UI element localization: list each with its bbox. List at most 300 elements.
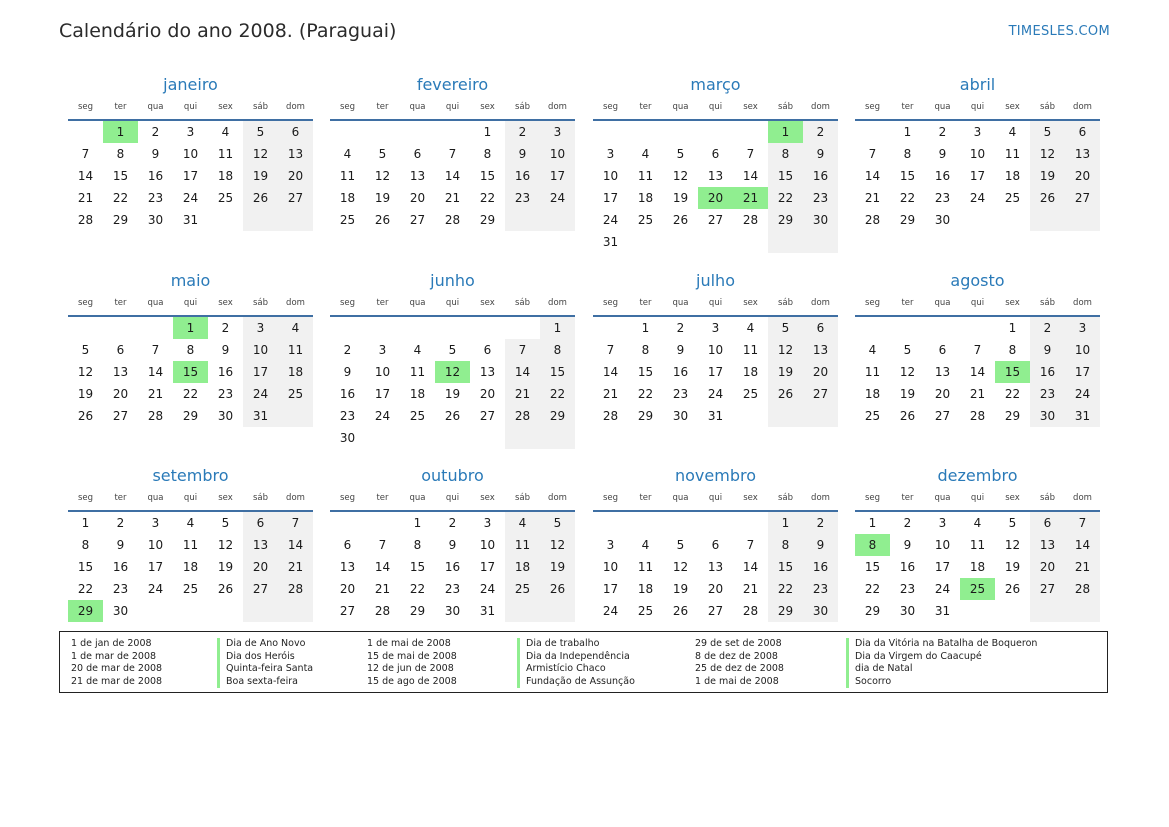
day-cell: 18 <box>969 560 986 574</box>
day-cell: 4 <box>973 516 982 530</box>
day-cell: 22 <box>409 582 426 596</box>
weekday-label: sex <box>1005 493 1020 503</box>
day-cell: 22 <box>864 582 881 596</box>
day-cell: 31 <box>1065 405 1100 427</box>
weekday-label: qua <box>672 298 689 308</box>
day-cell: 30 <box>899 604 916 618</box>
weekday-label: qua <box>672 493 689 503</box>
week-row <box>68 512 313 534</box>
day-cell: 29 <box>899 213 916 227</box>
weekday-header <box>330 99 575 121</box>
holiday-day-cell: 29 <box>68 600 103 622</box>
day-cell: 17 <box>1065 361 1100 383</box>
legend-holiday-name: Dia da Independência <box>517 651 635 664</box>
day-cell: 28 <box>1065 578 1100 600</box>
day-cell: 8 <box>540 339 575 361</box>
day-cell: 9 <box>116 538 125 552</box>
empty-day-cell <box>593 317 628 339</box>
empty-day-cell <box>663 512 698 534</box>
day-cell: 10 <box>707 343 724 357</box>
month-name: setembro <box>152 466 229 485</box>
day-cell: 15 <box>768 165 803 187</box>
empty-day-cell <box>278 209 313 231</box>
day-cell: 1 <box>768 512 803 534</box>
week-row <box>593 383 838 405</box>
empty-day-cell <box>628 121 663 143</box>
week-row <box>68 317 313 339</box>
day-cell: 18 <box>278 361 313 383</box>
legend-date: 1 de mai de 2008 <box>367 638 451 649</box>
day-cell: 7 <box>746 538 755 552</box>
weekday-label: sex <box>480 102 495 112</box>
day-cell: 11 <box>339 169 356 183</box>
day-cell: 10 <box>147 538 164 552</box>
week-row <box>330 556 575 578</box>
empty-day-cell <box>733 512 768 534</box>
legend-holiday-name: Dia de trabalho <box>517 638 635 651</box>
day-cell: 26 <box>1030 187 1065 209</box>
day-cell: 10 <box>243 339 278 361</box>
day-cell: 15 <box>768 556 803 578</box>
empty-day-cell <box>505 209 540 231</box>
day-cell: 10 <box>479 538 496 552</box>
weekday-label: sáb <box>1039 493 1056 503</box>
day-cell: 7 <box>151 343 160 357</box>
day-cell: 3 <box>711 321 720 335</box>
day-cell: 13 <box>707 560 724 574</box>
day-cell: 27 <box>707 604 724 618</box>
weekday-label: sex <box>218 298 233 308</box>
day-cell: 16 <box>803 165 838 187</box>
legend-names-col-1 <box>217 638 313 688</box>
day-cell: 5 <box>448 343 457 357</box>
day-cell: 2 <box>803 512 838 534</box>
day-cell: 1 <box>903 125 912 139</box>
day-cell: 29 <box>864 604 881 618</box>
week-row <box>593 231 838 253</box>
day-cell: 2 <box>903 516 912 530</box>
day-cell: 1 <box>81 516 90 530</box>
day-cell: 29 <box>182 409 199 423</box>
day-cell: 25 <box>637 213 654 227</box>
day-cell: 8 <box>116 147 125 161</box>
day-cell: 26 <box>444 409 461 423</box>
weekday-label: qui <box>445 493 460 503</box>
week-row <box>855 405 1100 427</box>
day-cell: 22 <box>637 387 654 401</box>
day-cell: 28 <box>77 213 94 227</box>
day-cell: 16 <box>217 365 234 379</box>
week-row <box>330 578 575 600</box>
day-cell: 26 <box>243 187 278 209</box>
day-cell: 11 <box>742 343 759 357</box>
day-cell: 27 <box>803 383 838 405</box>
day-cell: 24 <box>182 191 199 205</box>
weekday-label: dom <box>1073 298 1092 308</box>
day-cell: 4 <box>505 512 540 534</box>
day-cell: 9 <box>448 538 457 552</box>
day-cell: 8 <box>483 147 492 161</box>
day-cell: 24 <box>602 604 619 618</box>
day-cell: 31 <box>934 604 951 618</box>
empty-day-cell <box>698 512 733 534</box>
day-cell: 29 <box>637 409 654 423</box>
day-cell: 15 <box>409 560 426 574</box>
week-row <box>68 578 313 600</box>
day-cell: 7 <box>378 538 387 552</box>
week-row <box>68 143 313 165</box>
empty-day-cell <box>278 405 313 427</box>
day-cell: 13 <box>707 169 724 183</box>
week-row <box>330 143 575 165</box>
day-cell: 27 <box>1065 187 1100 209</box>
weekday-label: sex <box>480 298 495 308</box>
day-cell: 20 <box>278 165 313 187</box>
day-cell: 29 <box>112 213 129 227</box>
day-cell: 10 <box>934 538 951 552</box>
brand-link[interactable]: TIMESLES.COM <box>1008 24 1110 39</box>
week-row <box>593 317 838 339</box>
day-cell: 15 <box>112 169 129 183</box>
month-name: fevereiro <box>416 75 489 94</box>
day-cell: 2 <box>448 516 457 530</box>
day-cell: 26 <box>672 604 689 618</box>
month-8 <box>68 465 313 622</box>
legend-date: 29 de set de 2008 <box>695 638 782 649</box>
day-cell: 14 <box>742 560 759 574</box>
week-row <box>593 578 838 600</box>
empty-day-cell <box>540 600 575 622</box>
day-cell: 10 <box>602 560 619 574</box>
day-cell: 3 <box>483 516 492 530</box>
day-cell: 7 <box>1065 512 1100 534</box>
page-title: Calendário do ano 2008. (Paraguai) <box>59 20 397 42</box>
week-row <box>855 143 1100 165</box>
week-row <box>68 361 313 383</box>
day-cell: 22 <box>1004 387 1021 401</box>
empty-day-cell <box>995 600 1030 622</box>
day-cell: 16 <box>339 387 356 401</box>
day-cell: 7 <box>606 343 615 357</box>
month-1 <box>330 74 575 231</box>
weekday-label: dom <box>286 102 305 112</box>
empty-day-cell <box>68 317 103 339</box>
day-cell: 28 <box>742 213 759 227</box>
empty-day-cell <box>663 231 698 253</box>
day-cell: 23 <box>1030 383 1065 405</box>
day-cell: 19 <box>444 387 461 401</box>
day-cell: 3 <box>1065 317 1100 339</box>
week-row <box>593 556 838 578</box>
day-cell: 4 <box>343 147 352 161</box>
month-0 <box>68 74 313 231</box>
day-cell: 20 <box>803 361 838 383</box>
day-cell: 16 <box>934 169 951 183</box>
day-cell: 3 <box>540 121 575 143</box>
day-cell: 6 <box>1030 512 1065 534</box>
empty-day-cell <box>365 427 400 449</box>
weekday-label: qua <box>934 102 951 112</box>
weekday-label: ter <box>376 102 389 112</box>
day-cell: 19 <box>540 556 575 578</box>
day-cell: 6 <box>243 512 278 534</box>
week-row <box>593 405 838 427</box>
week-row <box>855 339 1100 361</box>
day-cell: 3 <box>151 516 160 530</box>
month-6 <box>593 270 838 427</box>
legend-date: 21 de mar de 2008 <box>71 675 163 687</box>
day-cell: 3 <box>243 317 278 339</box>
weekday-label: ter <box>376 493 389 503</box>
week-row <box>330 165 575 187</box>
day-cell: 18 <box>409 387 426 401</box>
day-cell: 6 <box>711 538 720 552</box>
weekday-label: seg <box>339 102 356 112</box>
legend-names-col-3 <box>846 638 1037 688</box>
weekday-label: sáb <box>514 298 531 308</box>
month-5 <box>330 270 575 449</box>
empty-day-cell <box>540 427 575 449</box>
day-cell: 27 <box>409 213 426 227</box>
day-cell: 9 <box>903 538 912 552</box>
weekday-label: ter <box>114 493 127 503</box>
empty-day-cell <box>365 121 400 143</box>
empty-day-cell <box>593 121 628 143</box>
empty-day-cell <box>435 427 470 449</box>
day-cell: 12 <box>672 560 689 574</box>
weekday-label: ter <box>114 102 127 112</box>
legend-holiday-name: Armistício Chaco <box>517 663 635 676</box>
day-cell: 24 <box>969 191 986 205</box>
week-row <box>330 383 575 405</box>
day-cell: 13 <box>479 365 496 379</box>
day-cell: 4 <box>641 147 650 161</box>
day-cell: 15 <box>637 365 654 379</box>
day-cell: 8 <box>768 143 803 165</box>
day-cell: 23 <box>803 187 838 209</box>
day-cell: 1 <box>483 125 492 139</box>
day-cell: 15 <box>899 169 916 183</box>
weekday-label: qua <box>147 102 164 112</box>
empty-day-cell <box>470 427 505 449</box>
day-cell: 2 <box>221 321 230 335</box>
empty-day-cell <box>208 600 243 622</box>
day-cell: 8 <box>1008 343 1017 357</box>
weekday-label: ter <box>639 102 652 112</box>
day-cell: 30 <box>803 209 838 231</box>
day-cell: 8 <box>641 343 650 357</box>
day-cell: 20 <box>479 387 496 401</box>
day-cell: 11 <box>969 538 986 552</box>
month-9 <box>330 465 575 622</box>
empty-day-cell <box>733 405 768 427</box>
weekday-label: sáb <box>777 298 794 308</box>
weekday-label: ter <box>114 298 127 308</box>
day-cell: 25 <box>182 582 199 596</box>
day-cell: 25 <box>278 383 313 405</box>
legend-date: 1 de jan de 2008 <box>71 638 152 649</box>
holiday-day-cell: 12 <box>435 361 470 383</box>
day-cell: 11 <box>182 538 199 552</box>
weekday-label: dom <box>548 493 567 503</box>
weekday-label: seg <box>339 298 356 308</box>
day-cell: 28 <box>374 604 391 618</box>
weekday-label: ter <box>901 493 914 503</box>
day-cell: 2 <box>803 121 838 143</box>
day-cell: 1 <box>413 516 422 530</box>
day-cell: 7 <box>278 512 313 534</box>
day-cell: 21 <box>505 383 540 405</box>
day-cell: 23 <box>934 191 951 205</box>
week-row <box>68 339 313 361</box>
holiday-day-cell: 15 <box>995 361 1030 383</box>
legend-holiday-name: Dia da Virgem do Caacupé <box>846 651 1037 664</box>
week-row <box>593 361 838 383</box>
day-cell: 23 <box>147 191 164 205</box>
day-cell: 18 <box>742 365 759 379</box>
day-cell: 11 <box>637 560 654 574</box>
legend-dates-col-1 <box>71 638 162 688</box>
month-10 <box>593 465 838 622</box>
legend-holiday-name: Boa sexta-feira <box>217 676 313 689</box>
empty-day-cell <box>330 121 365 143</box>
day-cell: 12 <box>768 339 803 361</box>
week-row <box>593 534 838 556</box>
day-cell: 23 <box>803 578 838 600</box>
empty-day-cell <box>960 600 995 622</box>
week-row <box>593 209 838 231</box>
day-cell: 7 <box>81 147 90 161</box>
day-cell: 14 <box>147 365 164 379</box>
day-cell: 13 <box>278 143 313 165</box>
empty-day-cell <box>173 600 208 622</box>
day-cell: 31 <box>243 405 278 427</box>
day-cell: 20 <box>707 582 724 596</box>
day-cell: 13 <box>803 339 838 361</box>
weekday-label: qua <box>934 298 951 308</box>
day-cell: 28 <box>444 213 461 227</box>
empty-day-cell <box>768 405 803 427</box>
weekday-label: dom <box>1073 493 1092 503</box>
legend-dates-col-3 <box>695 638 784 688</box>
day-cell: 26 <box>540 578 575 600</box>
day-cell: 27 <box>112 409 129 423</box>
day-cell: 12 <box>217 538 234 552</box>
weekday-label: qui <box>970 298 985 308</box>
day-cell: 14 <box>969 365 986 379</box>
day-cell: 30 <box>803 600 838 622</box>
day-cell: 4 <box>746 321 755 335</box>
legend-dates-col-2 <box>367 638 457 688</box>
day-cell: 21 <box>742 582 759 596</box>
day-cell: 2 <box>1030 317 1065 339</box>
week-row <box>855 512 1100 534</box>
holiday-day-cell: 20 <box>698 187 733 209</box>
empty-day-cell <box>628 231 663 253</box>
weekday-label: qui <box>183 493 198 503</box>
weekday-label: ter <box>901 298 914 308</box>
weekday-label: qui <box>183 102 198 112</box>
day-cell: 30 <box>147 213 164 227</box>
weekday-label: dom <box>811 102 830 112</box>
day-cell: 17 <box>707 365 724 379</box>
day-cell: 21 <box>1065 556 1100 578</box>
day-cell: 21 <box>864 191 881 205</box>
day-cell: 13 <box>409 169 426 183</box>
week-row <box>330 427 575 449</box>
empty-day-cell <box>103 317 138 339</box>
day-cell: 20 <box>1065 165 1100 187</box>
holiday-day-cell: 25 <box>960 578 995 600</box>
holiday-day-cell: 1 <box>768 121 803 143</box>
day-cell: 15 <box>77 560 94 574</box>
month-name: julho <box>696 271 735 290</box>
empty-day-cell <box>698 231 733 253</box>
month-2 <box>593 74 838 253</box>
day-cell: 10 <box>182 147 199 161</box>
day-cell: 14 <box>864 169 881 183</box>
weekday-label: seg <box>602 102 619 112</box>
weekday-label: sex <box>1005 298 1020 308</box>
day-cell: 11 <box>637 169 654 183</box>
week-row <box>855 361 1100 383</box>
weekday-label: qui <box>708 493 723 503</box>
week-row <box>593 512 838 534</box>
day-cell: 10 <box>540 143 575 165</box>
weekday-label: qua <box>409 102 426 112</box>
day-cell: 23 <box>672 387 689 401</box>
day-cell: 30 <box>672 409 689 423</box>
day-cell: 14 <box>602 365 619 379</box>
day-cell: 29 <box>768 209 803 231</box>
day-cell: 25 <box>1004 191 1021 205</box>
day-cell: 3 <box>973 125 982 139</box>
weekday-header <box>68 99 313 121</box>
day-cell: 6 <box>483 343 492 357</box>
day-cell: 18 <box>339 191 356 205</box>
day-cell: 2 <box>938 125 947 139</box>
legend-date: 1 de mai de 2008 <box>695 675 779 687</box>
empty-day-cell <box>890 317 925 339</box>
day-cell: 30 <box>217 409 234 423</box>
empty-day-cell <box>505 317 540 339</box>
holiday-day-cell: 21 <box>733 187 768 209</box>
day-cell: 9 <box>1030 339 1065 361</box>
weekday-label: qui <box>970 493 985 503</box>
week-row <box>330 121 575 143</box>
day-cell: 27 <box>1030 578 1065 600</box>
day-cell: 3 <box>606 538 615 552</box>
day-cell: 7 <box>746 147 755 161</box>
day-cell: 9 <box>151 147 160 161</box>
weekday-label: dom <box>811 298 830 308</box>
day-cell: 3 <box>378 343 387 357</box>
day-cell: 7 <box>448 147 457 161</box>
weekday-label: sex <box>218 102 233 112</box>
day-cell: 1 <box>641 321 650 335</box>
weekday-label: qui <box>970 102 985 112</box>
day-cell: 30 <box>112 604 129 618</box>
day-cell: 25 <box>339 213 356 227</box>
empty-day-cell <box>698 121 733 143</box>
day-cell: 28 <box>864 213 881 227</box>
day-cell: 5 <box>1030 121 1065 143</box>
legend-date: 15 de mai de 2008 <box>367 650 457 662</box>
week-row <box>855 600 1100 622</box>
day-cell: 5 <box>903 343 912 357</box>
day-cell: 11 <box>864 365 881 379</box>
day-cell: 16 <box>1030 361 1065 383</box>
